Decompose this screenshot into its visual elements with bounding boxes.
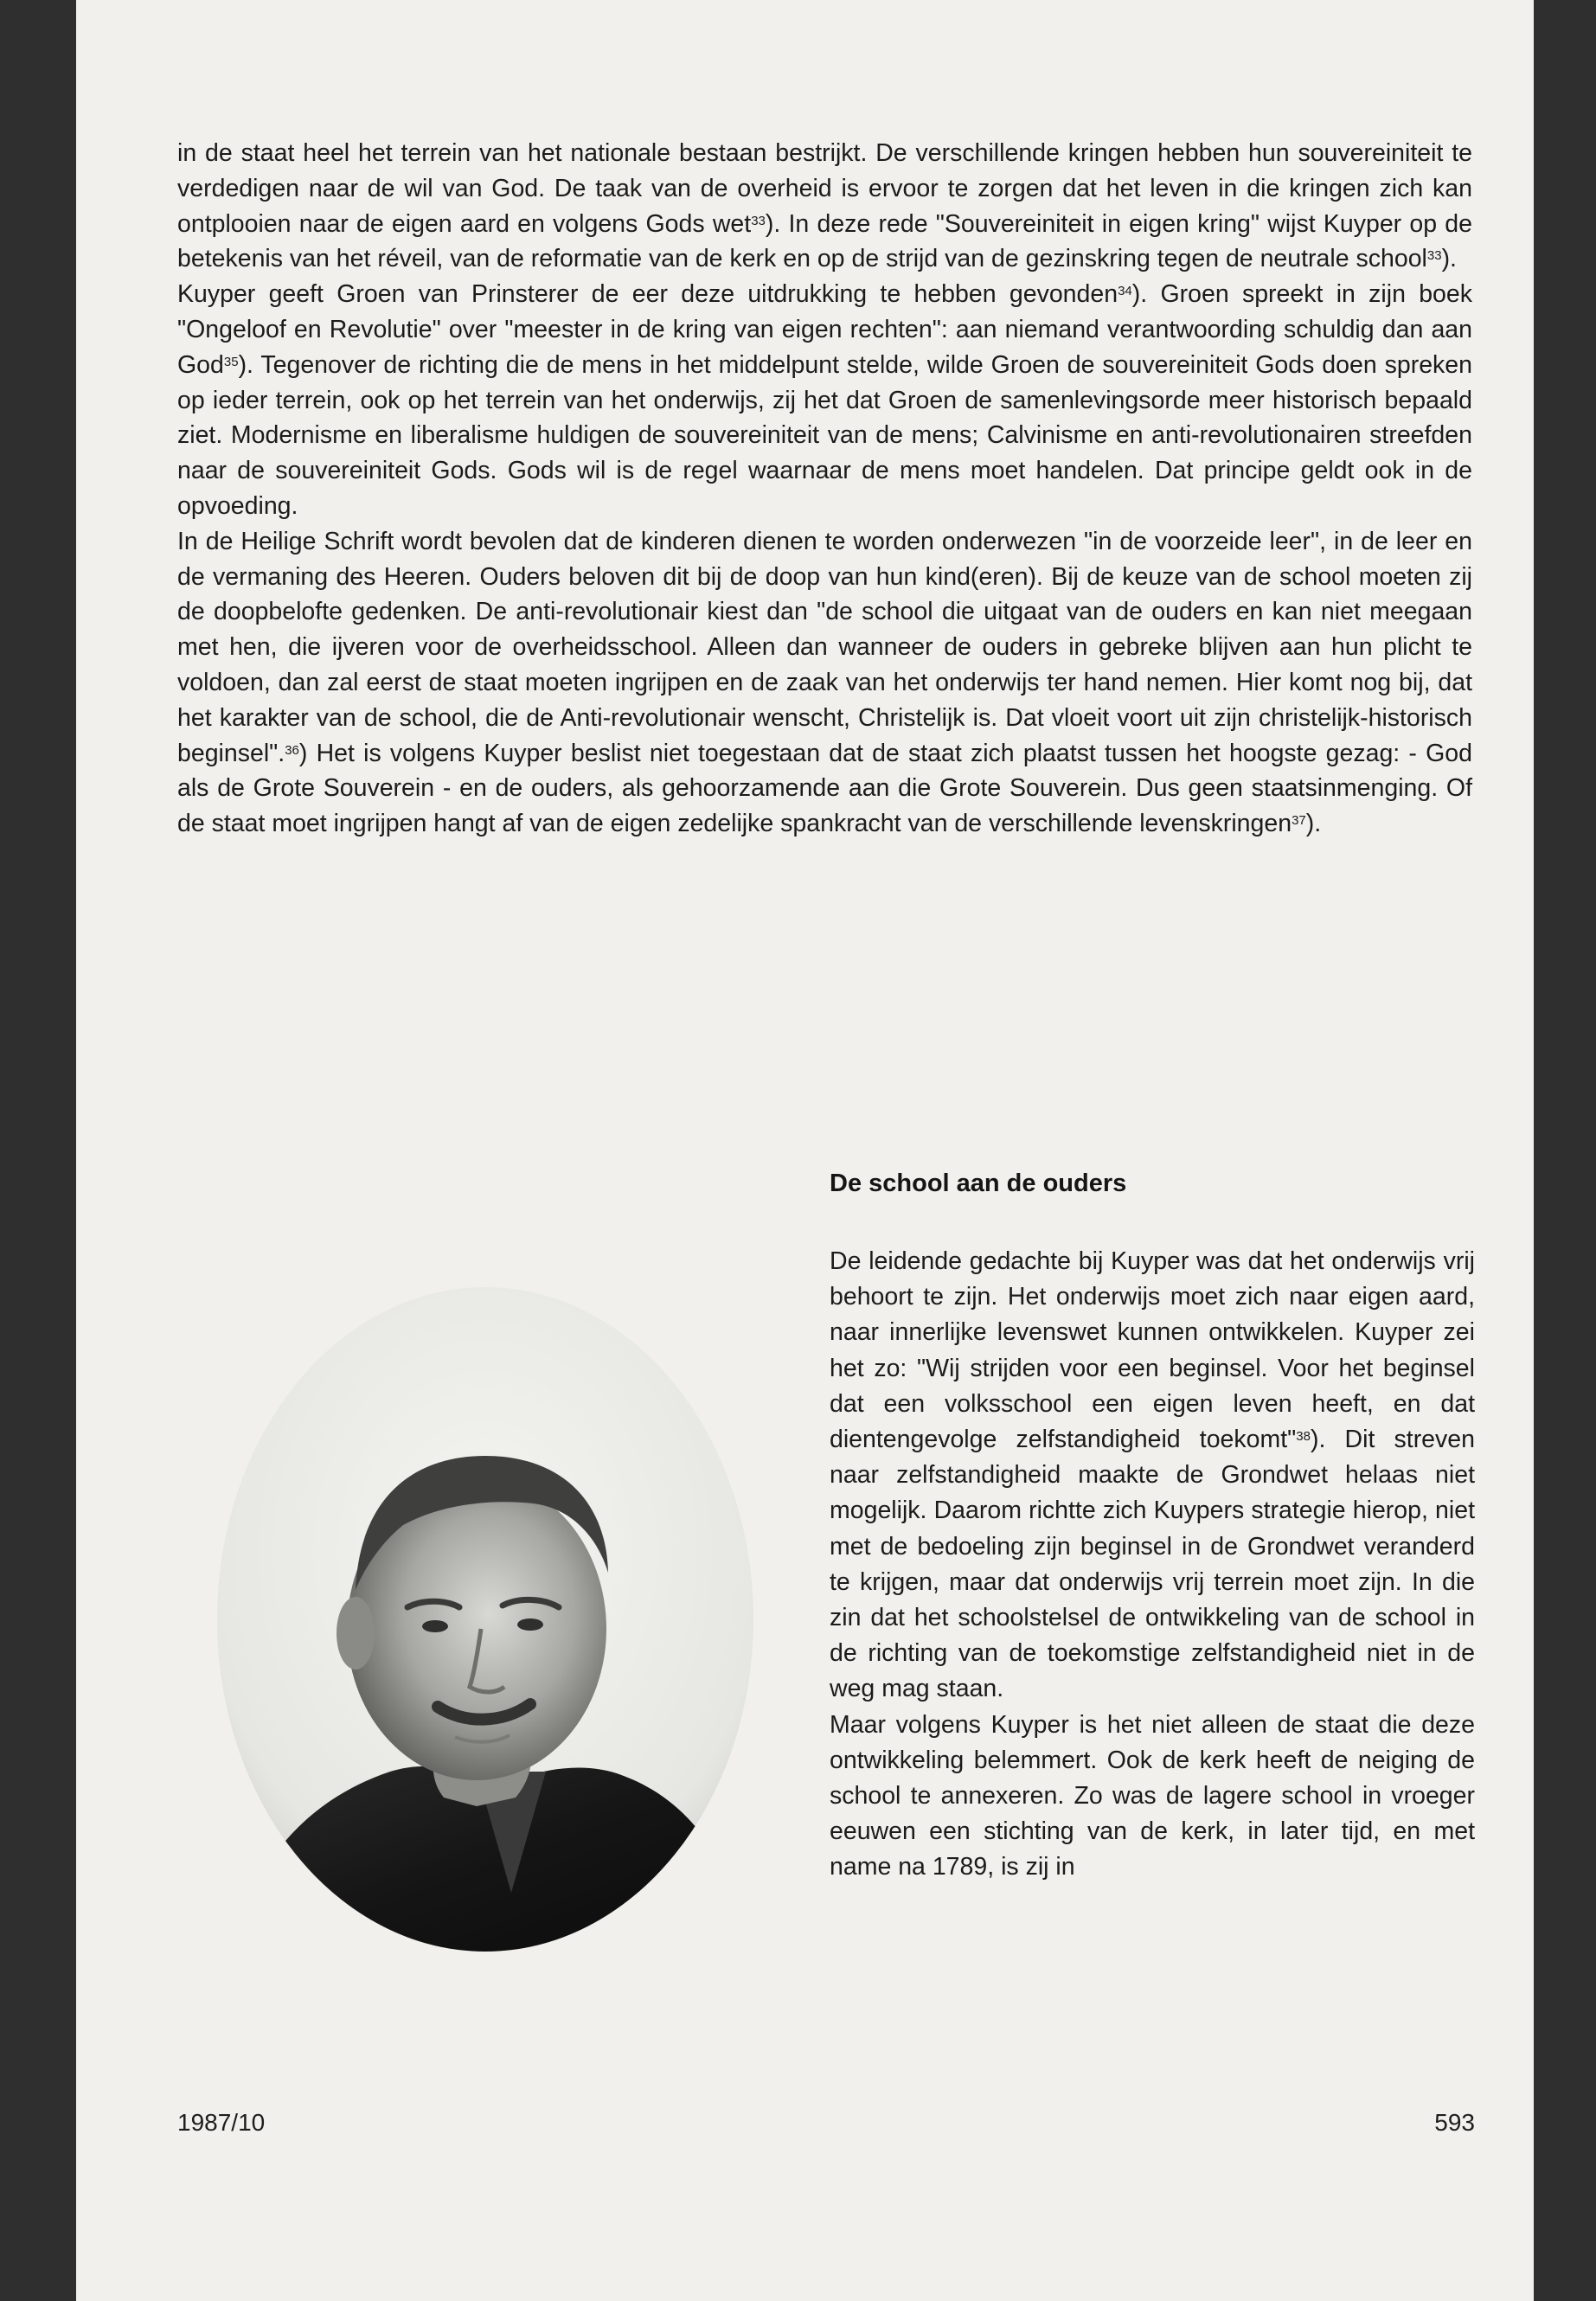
section-heading: De school aan de ouders <box>830 1170 1127 1197</box>
footnote-ref: 35 <box>223 354 239 369</box>
paragraph-1: in de staat heel het terrein van het nationale bestaan bestrijkt. De verschillende kringen hebben hun souvereiniteit te verdedigen naar de wil van God. De taak van de overheid is ervoor te zorgen dat het leven in die kringen zich kan ontplooien naar de eigen aard en volgens Gods wet$^{33}$). In deze rede "Souvereiniteit in eigen kring" wijst Kuyper op de betekenis van het réveil, van de reformatie van de kerk en op de strijd van de gezinskring tegen de neutrale school$^{33}$). <box>177 139 1472 273</box>
column-paragraph-2: Maar volgens Kuyper is het niet alleen de staat die deze ontwikkeling belemmert. Ook de kerk heeft de neiging de school te annexeren. Zo was de lagere school in vroeger eeuwen een stichting van de kerk, in later tijd, en met name na 1789, is zij in <box>830 1710 1475 1881</box>
portrait-photo <box>217 1287 753 1952</box>
column-paragraph-1: De leidende gedachte bij Kuyper was dat het onderwijs vrij behoort te zijn. Het onderwijs moet zich naar eigen aard, naar innerlijke levenswet kunnen ontwikkelen. Kuyper zei het zo: "Wij strijden voor een beginsel. Voor het beginsel dat een volksschool een eigen leven heeft, en dat dientengevolge zelfstandigheid toekomt"$^{38}$). Dit streven naar zelfstandigheid maakte de Grondwet helaas niet mogelijk. Daarom richtte zich Kuypers strategie hierop, niet met de bedoeling zijn beginsel in de Grondwet veranderd te krijgen, maar dat onderwijs vrij terrein moet zijn. In die zin dat het schoolstelsel de ontwikkeling van de school in de richting van de toekomstige zelfstandigheid niet in de weg mag staan. <box>830 1247 1475 1703</box>
footnote-ref: 33 <box>1426 248 1442 264</box>
footnote-ref: 38 <box>1296 1429 1311 1445</box>
document-page <box>76 0 1534 2301</box>
footnote-ref: 37 <box>1292 813 1306 829</box>
page-number: 593 <box>1434 2109 1475 2136</box>
footnote-ref: 36 <box>285 742 299 758</box>
paragraph-2: Kuyper geeft Groen van Prinsterer de eer deze uitdrukking te hebben gevonden$^{34}$). Groen spreekt in zijn boek "Ongeloof en Revolutie" over "meester in de kring van eigen rechten": aan niemand verantwoording schuldig dan aan God$^{35}$). Tegenover de richting die de mens in het middelpunt stelde, wilde Groen de souvereiniteit Gods doen spreken op ieder terrein, ook op het terrein van het onderwijs, zij het dat Groen de samenlevingsorde meer historisch bepaald ziet. Modernisme en liberalisme huldigen de souvereiniteit van de mens; Calvinisme en anti-revolutionairen streefden naar de souvereiniteit Gods. Gods wil is de regel waarnaar de mens moet handelen. Dat principe geldt ook in de opvoeding. <box>177 280 1472 520</box>
body-text <box>177 136 1472 842</box>
issue-number: 1987/10 <box>177 2109 266 2136</box>
footnote-ref: 33 <box>751 213 766 228</box>
column-text <box>830 1244 1475 1886</box>
portrait-illustration <box>217 1287 753 1952</box>
paragraph-3: In de Heilige Schrift wordt bevolen dat de kinderen dienen te worden onderwezen "in de voorzeide leer", in de leer en de vermaning des Heeren. Ouders beloven dit bij de doop van hun kind(eren). Bij de keuze van de school moeten zij de doopbelofte gedenken. De anti-revolutionair kiest dan "de school die uitgaat van de ouders en kan niet meegaan met hen, die ijveren voor de overheidsschool. Alleen dan wanneer de ouders in gebreke blijven aan hun plicht te voldoen, dan zal eerst de staat moeten ingrijpen en de zaak van het onderwijs ter hand nemen. Hier komt nog bij, dat het karakter van de school, die de Anti-revolutionair wenscht, Christelijk is. Dat vloeit voort uit zijn christelijk-historisch beginsel".$^{36}$) Het is volgens Kuyper beslist niet toegestaan dat de staat zich plaatst tussen het hoogste gezag: - God als de Grote Souverein - en de ouders, als gehoorzamende aan die Grote Souverein. Dus geen staatsinmenging. Of de staat moet ingrijpen hangt af van de eigen zedelijke spankracht van de verschillende levenskringen$^{37}$). <box>177 527 1472 838</box>
footnote-ref: 34 <box>1118 284 1132 299</box>
